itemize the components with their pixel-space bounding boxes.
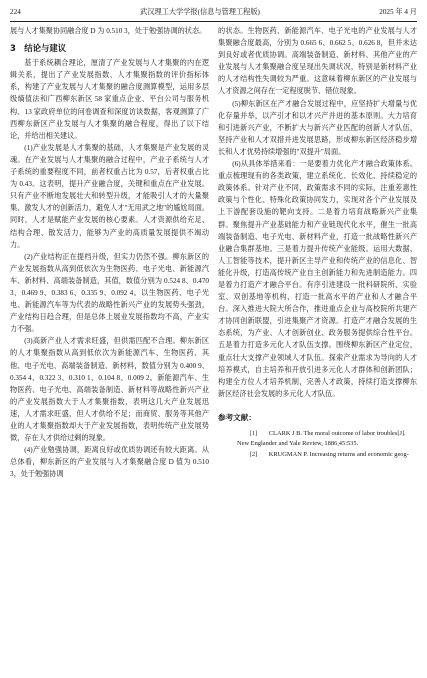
- page-header: [10, 4, 417, 20]
- reference-number: [1]: [249, 430, 258, 437]
- header-rule: [10, 21, 417, 22]
- paragraph: (3)高新产业人才需求旺盛，但供需匹配不合理。柳东新区的人才集聚指数从高到低依次为新能源汽车、生物医药、其他、电子光电、高端装备制造、新材料，数值分别为 0.400 9、0.354 4、0.322 3、0.310 1、0.104 8、0.009 2。新能源汽车、生物医药、电子光电、高端装备制造、新材料等战略性新兴产业的产业发展指数大于人才集聚指数，表明这几大产业发展迅速，人才需求旺盛，但人才供给不足；而商贸、服务等其他产业的人才集聚指数却大于产业发展指数，表明传统产业发展势微，存在人才供给过剩的现象。: [10, 337, 209, 443]
- page-number: 224: [10, 8, 21, 16]
- paragraph: 基于系统耦合理论，厘清了产业发展与人才集聚的内在逻辑关系，提出了产业发展指数、人才集聚指数的评价指标体系，构建了产业发展与人才集聚的融合度测算模型，运用多层级熵值法和广西柳东新区 58 家重点企业、平台公司与服务机构、13 家政府单位的问卷调查和深度访谈数据，客观测算了广西柳东新区产业发展与人才集聚的融合程度，得出了以下结论，并给出相关建议。: [10, 59, 209, 140]
- references-heading: 参考文献：: [218, 412, 256, 422]
- paragraph: 展与人才集聚协同融合度 D 为 0.510 3，处于勉强协调的状态。: [10, 27, 207, 35]
- reference-text: CLARK J B. The moral outcome of labor troubles[J]. New Englander and Yale Review, 1886,45:535.: [237, 430, 406, 448]
- left-column: [10, 25, 209, 480]
- paragraph: 的状态。生物医药、新能源汽车、电子光电的产业发展与人才集聚融合度最高，分别为 0.665 6、0.662 5、0.626 8，但并未达到良好或者优质协调。高端装备制造、新材料、其他产业的产业发展与人才集聚融合度呈现出失调状况，特别是新材料产业的人才结构性失调较为严重。这意味着柳东新区的产业发展与人才资源之间存在一定程度脱节、错位现象。: [218, 27, 417, 96]
- reference-item: [218, 450, 417, 460]
- paragraph: (4)产业勉强协调，距离良好或优质协调还有较大距离。从总体看，柳东新区的产业发展与人才集聚融合度 D 值为 0.510 3，处于勉强协调: [10, 446, 209, 479]
- reference-number: [2]: [249, 450, 258, 458]
- paragraph: (6)从具体举措来看：一是要着力优化产才融合政策体系。重点梳理现有的各类政策，建立系统化、长效化、持续稳定的政策体系。针对产业不同，政策需求不同的实际，注重差惠性政策与个性化、特殊化政策协同发力，实现对各个产业发展及上下游配套设施的靶向支持。二是着力培育战略新兴产业集群。聚焦提升产业基础能力和产业链现代化水平，催生一批高端装备制造、电子光电、新材料产业，打造一批战略性新兴产业融合集群基地。三是着力提升传统产业能级。运用大数据、人工智能等技术，提升新区主导产业和传统产业的信息化、智能化升级，打造高传统产业自主创新能力和先进制造能力。四是着力打造产才融合平台。有序引进建设一批科研院所、实验室、双创基地等机构，打造一批高水平的产业和人才融合平台。深入推进大院大所合作，推进重点企业与高校院所共建产才协同创新联盟，引进集聚产才资源。打造产才融合发展的生态系统，为产业、人才创新创业、政务服务提供综合性平台。五是着力打造多元化人才队伍支撑。围绕柳东新区产业定位，重点壮大支撑产业领域人才队伍。探索产业需求为导向的人才培养模式，自主培养和开放引进多元化人才群体和创新团队；构建全方位人才培养机制，完善人才政策，持续打造支撑柳东新区经济社会发展的多元化人才队伍。: [218, 160, 417, 398]
- paragraph: (2)产业结构正在提档升级，但实力仍然不强。柳东新区的产业发展指数从高到低依次为生物医药、电子光电、新能源汽车、新材料、高端装备制造，其值，数值分别为 0.524 8、0.470 3、0.469 9、0.383 6、0.335 9、0.092 4。以生物医药、电子光电、新能源汽车等为代表的战略性新兴产业的发展势头强劲，产业结构日趋合理，但是总体上展业发展指数均不高，产业实力不强。: [10, 252, 209, 334]
- paragraph: (1)产业发展是人才集聚的基础，人才集聚是产业发展的灵魂。在产业发展与人才集聚的融合过程中，产业子系统与人才子系统的重要程度不同，前者权重占比为 0.57，后者权重占比为 0.43。这表明，提升产业融合度，关键和重点在产业发展。只有产业不断地发展壮大和转型升级，才能吸引人才的大量聚集、激发人才的创新活力，避免人才"无用武之地"的尴尬局面。同时，人才是赋能产业发展的核心要素。人才资源供给充足、结构合理、散发活力，能够为产业的高质量发展提供不竭动力。: [10, 143, 209, 249]
- reference-item: [218, 429, 417, 450]
- journal-name: 武汉理工大学学报(信息与管理工程版): [140, 8, 260, 16]
- right-column: [218, 25, 417, 460]
- paragraph: (5)柳东新区在产才融合发展过程中，应坚持扩大增量与优化存量并举，以产引才和以才兴产并进的基本原则。大力培育和引进新兴产业，不断扩大与新兴产业匹配的创新人才队伍，坚持产业和人才双措并进发展思路，形成柳东新区经济稳步增长和人才优势持续增强的"双提升"局面。: [218, 99, 417, 156]
- issue-date: 2025 年 4 月: [379, 8, 417, 16]
- section-heading: 3 结论与建议: [10, 43, 67, 54]
- reference-text: KRUGMAN P. Increasing returns and economic geog-: [268, 450, 409, 458]
